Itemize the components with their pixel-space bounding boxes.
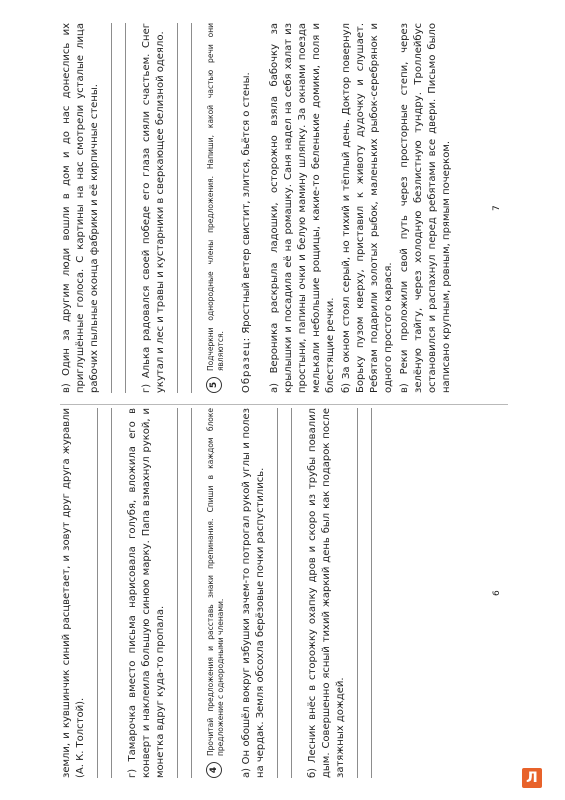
task-number-badge: 5 xyxy=(206,377,222,393)
task-instruction: Подчеркни однородные члены предложения. Напиши, какой частью речи они являются. xyxy=(206,23,225,371)
page-number: 7 xyxy=(492,205,502,211)
answer-line xyxy=(97,408,98,778)
answer-line xyxy=(191,408,192,778)
sample-text: Яростный ветер свистит, злится, бьётся о стены. xyxy=(241,72,252,334)
exercise-item-b: б) Лесник внёс в сторожку охапку дров и скоро из трубы повалил дым. Совершенно ясный тихий жаркий день был как подарок после затяжных дождей. xyxy=(307,408,346,778)
task-instruction: Прочитай предложения и расставь знаки препинания. Спиши в каждом блоке предложение с однородными членами. xyxy=(206,408,225,756)
answer-line xyxy=(357,408,358,778)
answer-line xyxy=(111,408,112,778)
answer-line xyxy=(177,408,178,778)
exercise-item-a: а) Вероника раскрыла ладошки, осторожно взяла бабочку за крылышки и посадила её на ромашку. Саня надел на себя халат из простыни, папины очки и белую мамину шляпку. За окнами поезда мелькали небольшие рощицы, какие-то беленькие домики, поля и блестящие речки. xyxy=(269,23,336,393)
answer-line xyxy=(191,23,192,393)
sample-label: Образец: xyxy=(241,336,252,393)
rotated-content xyxy=(60,18,508,788)
sample xyxy=(240,23,254,393)
answer-line xyxy=(125,23,126,393)
page-fold xyxy=(60,404,508,405)
task-number-badge: 4 xyxy=(206,762,222,778)
page-number: 6 xyxy=(492,590,502,596)
exercise-item-v: в) Один за другим люди вошли в дом и до нас донеслись их приглушённые голоса. С картины на нас смотрели усталые лица рабочих пыльные оконца фабрики и её кирпичные стены. xyxy=(61,23,100,393)
intro-text: земли, и кувшинчик синий расцветает, и зовут друг друга журавли (А. К. Толстой). xyxy=(61,408,86,778)
exercise-item-v2: в) Реки проложили свой путь через просторные степи, через зелёную тайгу, через холодную безлистную тундру. Троллейбус остановился и распахнул перед ребятами все двери. Письмо было написано крупным, ровным, прямым почерком. xyxy=(399,23,452,393)
task-5 xyxy=(206,23,226,393)
publisher-logo-icon: Л xyxy=(522,768,542,788)
answer-line xyxy=(291,408,292,778)
exercise-item-a: а) Он обошёл вокруг избушки зачем-то потрогал рукой углы и полез на чердак. Земля обсохла берёзовые почки распустились. xyxy=(241,408,266,778)
book-spread xyxy=(60,18,508,788)
answer-line xyxy=(277,408,278,778)
answer-line xyxy=(177,23,178,393)
answer-line xyxy=(371,408,372,778)
task-4 xyxy=(206,408,226,778)
right-page xyxy=(60,23,508,393)
exercise-item-g: г) Тамарочка вместо письма нарисовала голубя, вложила его в конверт и наклеила большую синюю марку. Папа взмахнул рукой, и монетка вдруг куда-то пропала. xyxy=(127,408,166,778)
left-page xyxy=(60,408,508,778)
exercise-item-g: г) Алька радовался своей победе его глаза сияли счастьем. Снег укутал и лес и травы и кустарники в сверкающее белизной одеяло. xyxy=(141,23,166,393)
exercise-item-b: б) За окном стоял серый, но тихий и тёплый день. Доктор повернул Борьку пузом кверху, приставил к животу дудочку и слушает. Ребятам подарили золотых рыбок, маленьких рыбок-серебрянок и одного простого карася. xyxy=(341,23,394,393)
answer-line xyxy=(111,23,112,393)
